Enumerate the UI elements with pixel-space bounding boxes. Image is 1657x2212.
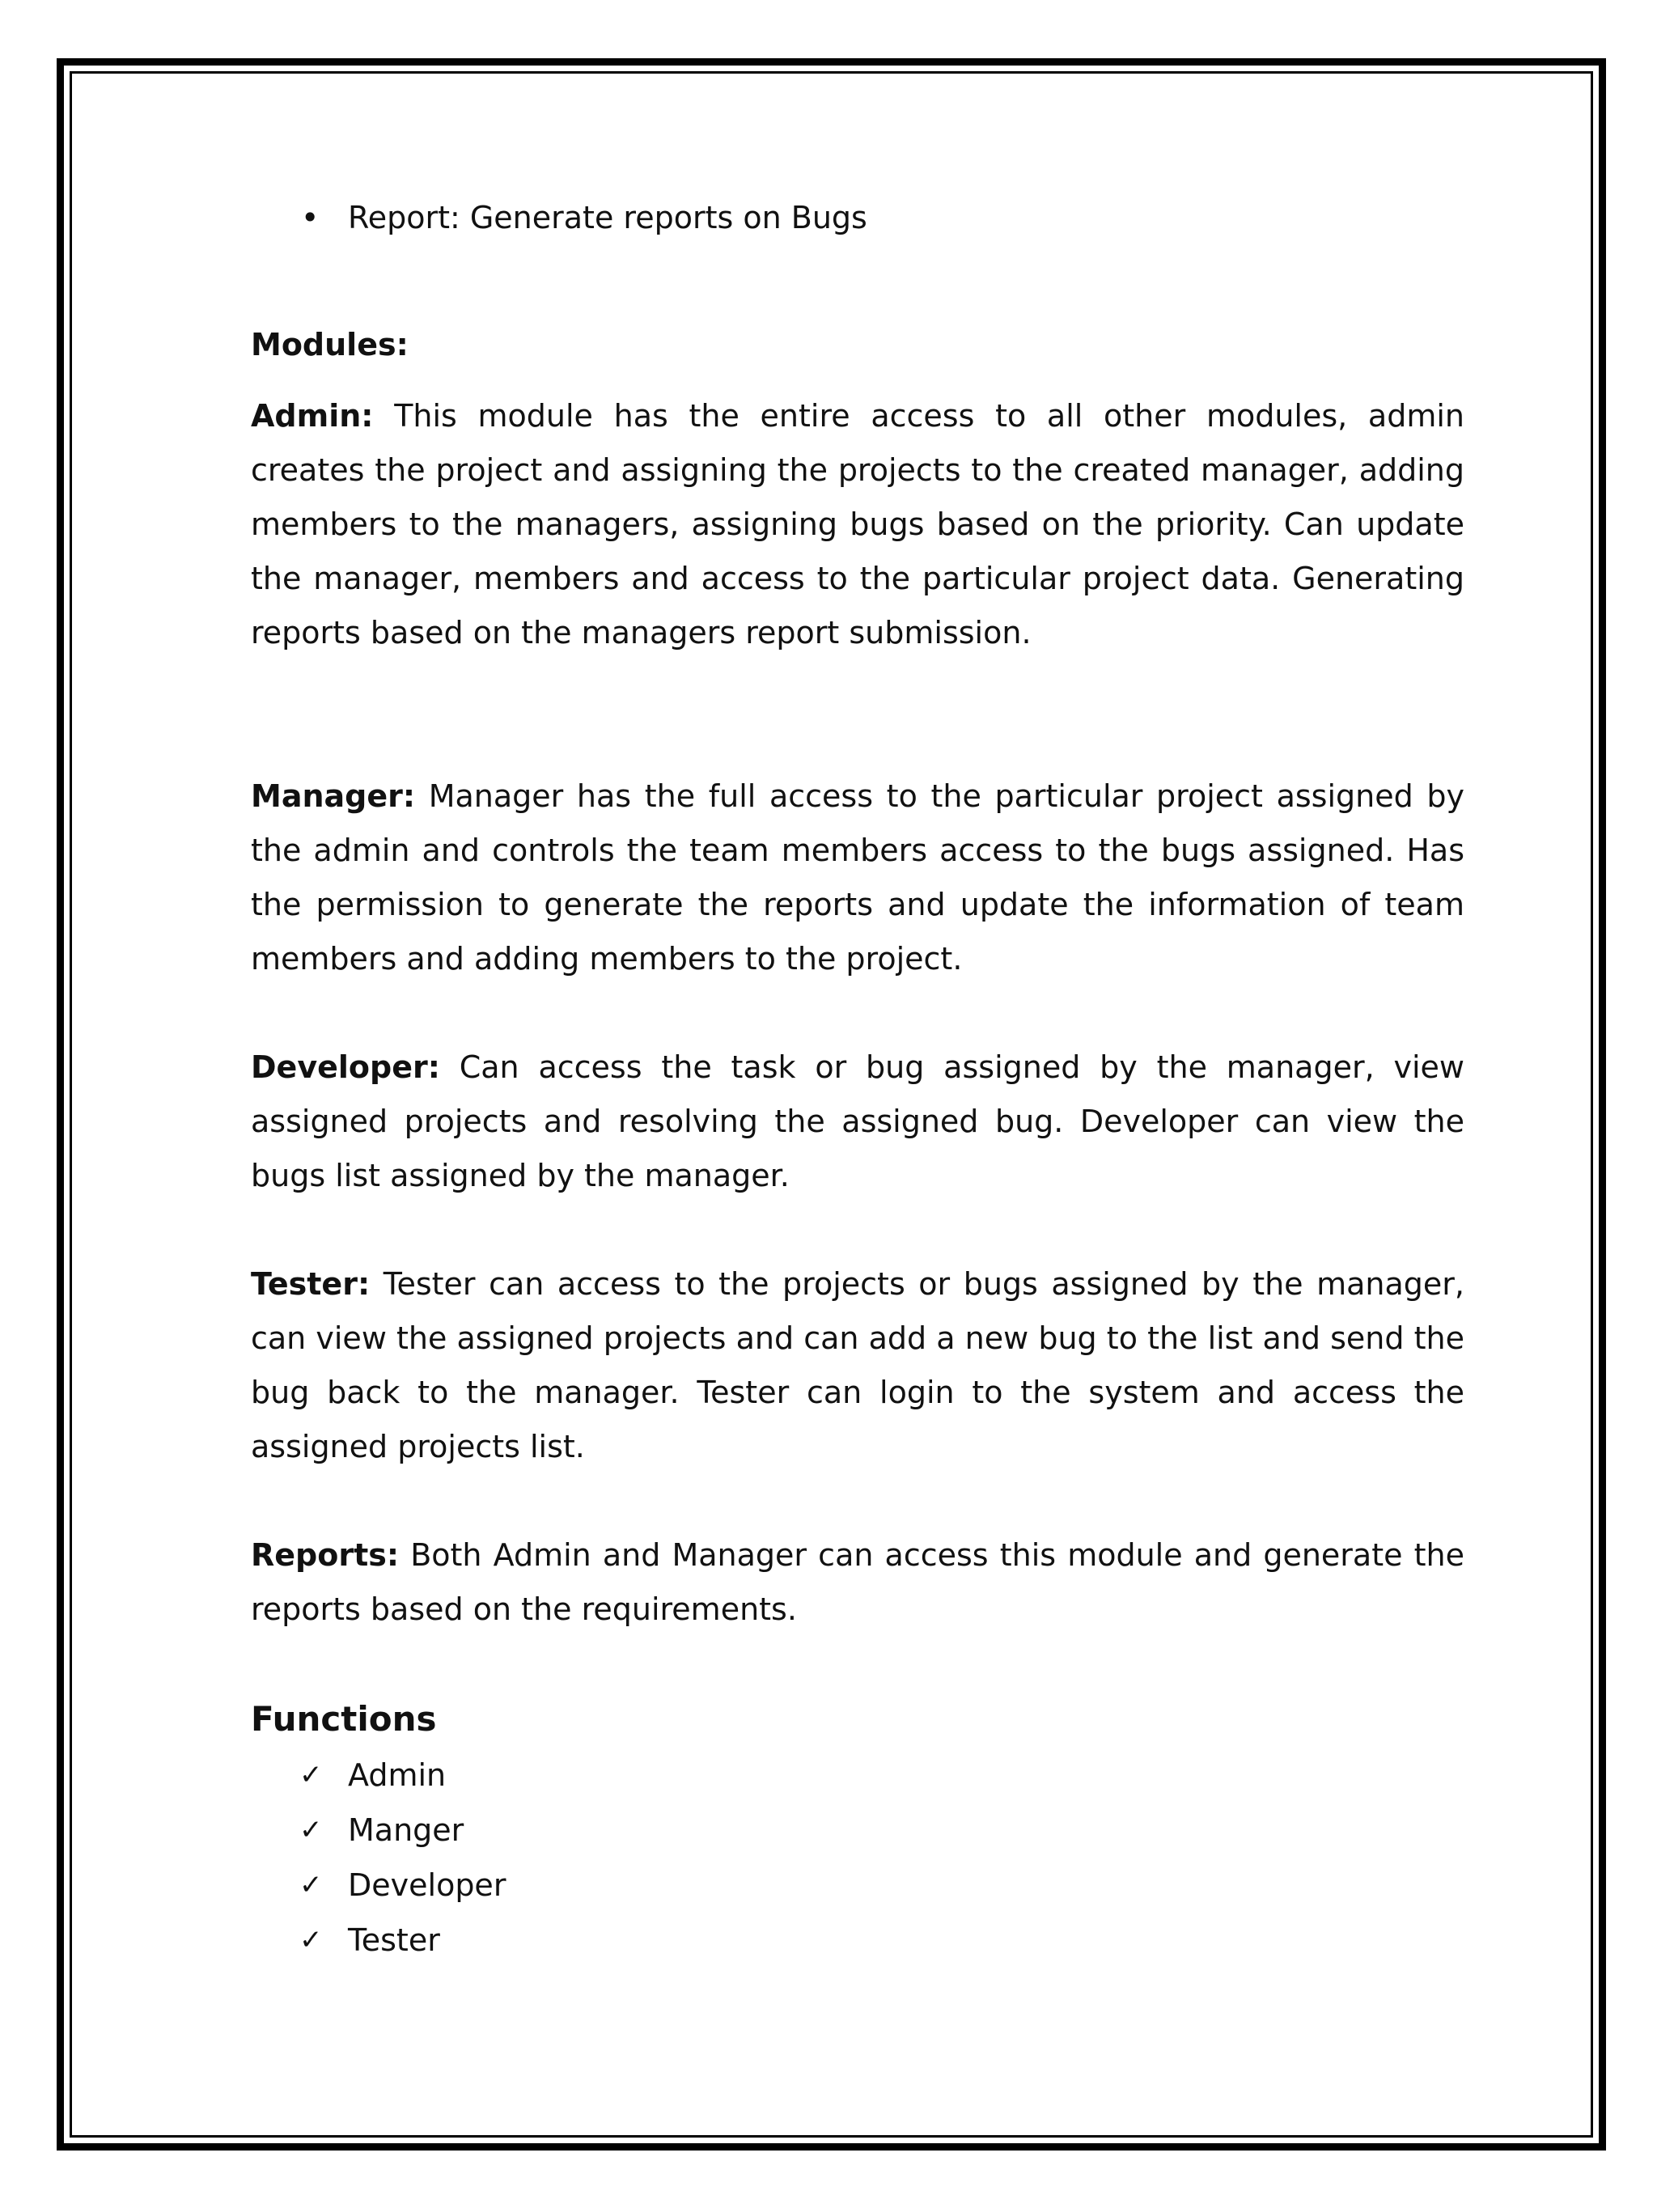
developer-module-label: Developer: [251,1049,440,1085]
function-item-label: Developer [348,1867,506,1903]
checkmark-icon: ✓ [299,1814,323,1846]
functions-heading: Functions [251,1699,437,1739]
manager-module-paragraph [251,769,1464,986]
list-item [251,1748,1464,1803]
functions-list [251,1748,1464,1968]
admin-module-label: Admin: [251,398,374,434]
list-item [251,1803,1464,1858]
bullet-icon: • [301,200,320,235]
function-item-label: Manger [348,1812,464,1848]
developer-module-paragraph [251,1040,1464,1203]
admin-module-paragraph [251,389,1464,660]
admin-module-text: This module has the entire access to all other modules, admin creates the project and assigning the projects to the created manager, adding members to the managers, assigning bugs based on the priority. Can update the manager, members and access to the particular project data. Generating reports based on the managers report submission. [251,398,1464,650]
manager-module-label: Manager: [251,778,416,814]
intro-bullet-item [251,191,1464,245]
reports-module-paragraph [251,1528,1464,1637]
reports-module-text: Both Admin and Manager can access this module and generate the reports based on the requirements. [251,1537,1464,1627]
developer-module-text: Can access the task or bug assigned by the manager, view assigned projects and resolving the assigned bug. Developer can view the bugs list assigned by the manager. [251,1049,1464,1193]
checkmark-icon: ✓ [299,1759,323,1791]
tester-module-label: Tester: [251,1266,371,1302]
checkmark-icon: ✓ [299,1869,323,1901]
tester-module-text: Tester can access to the projects or bugs assigned by the manager, can view the assigned projects and can add a new bug to the list and send the bug back to the manager. Tester can login to the system and access the assigned projects list. [251,1266,1464,1464]
list-item [251,1913,1464,1968]
tester-module-paragraph [251,1257,1464,1474]
list-item [251,1858,1464,1913]
manager-module-text: Manager has the full access to the particular project assigned by the admin and controls the team members access to the bugs assigned. Has the permission to generate the reports and update the information of team members and adding members to the project. [251,778,1464,977]
reports-module-label: Reports: [251,1537,400,1573]
checkmark-icon: ✓ [299,1924,323,1956]
modules-heading: Modules: [251,327,409,362]
intro-bullet-text: Report: Generate reports on Bugs [348,200,867,235]
document-body [251,191,1464,1968]
function-item-label: Tester [348,1922,440,1958]
function-item-label: Admin [348,1757,447,1793]
